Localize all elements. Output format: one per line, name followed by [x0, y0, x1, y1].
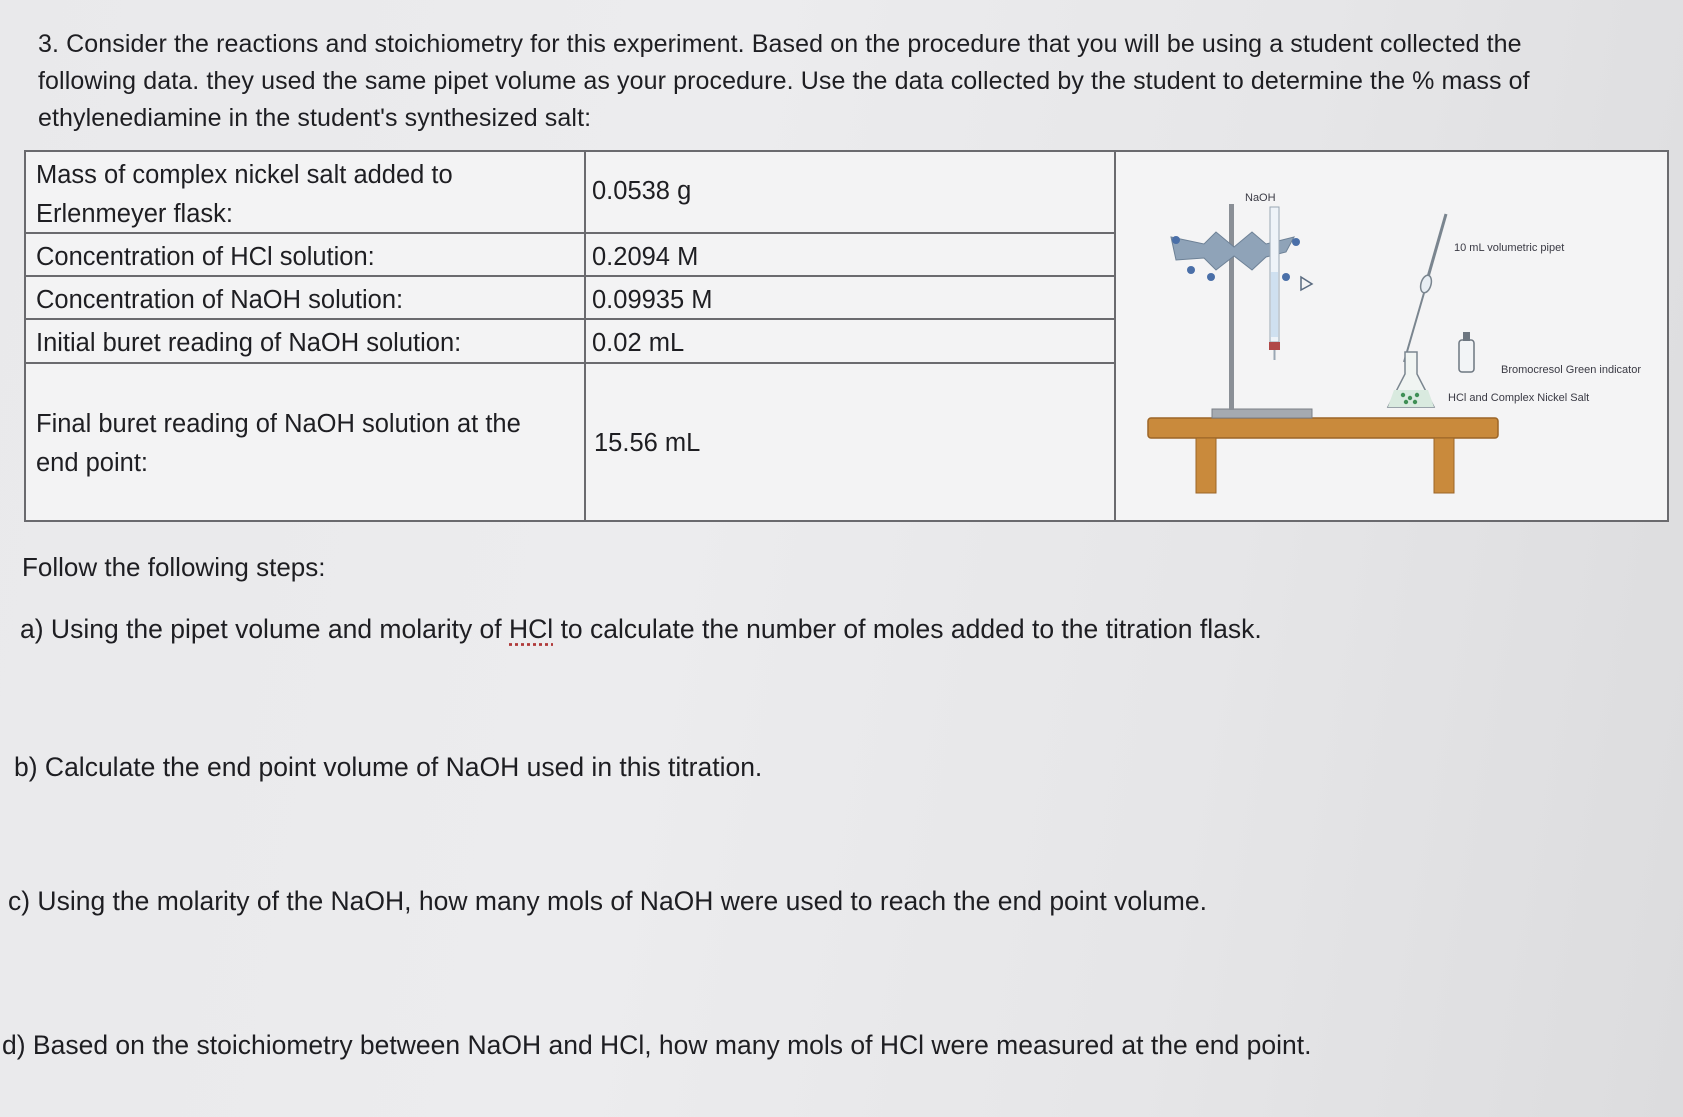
table-cell-label: Initial buret reading of NaOH solution:: [26, 320, 584, 364]
question-line-1: 3. Consider the reactions and stoichiometry for this experiment. Based on the procedure that you will be using a student collected the: [38, 30, 1522, 58]
pipet-stem: [1428, 214, 1446, 277]
indicator-cap: [1463, 332, 1470, 341]
step-c: c) Using the molarity of the NaOH, how many mols of NaOH were used to reach the end point volume.: [8, 886, 1207, 916]
table-cell-value: 15.56 mL: [594, 429, 701, 458]
question-text: [38, 26, 1628, 137]
stand-base: [1212, 409, 1312, 418]
step-a-text: to calculate the number of moles added to the titration flask.: [553, 614, 1262, 644]
table-cell-value: 0.09935 M: [586, 277, 1114, 320]
salt-particle: [1401, 393, 1405, 397]
label-line: Final buret reading of NaOH solution at the: [36, 410, 521, 438]
bench-leg: [1196, 438, 1216, 493]
table-cell-label: [26, 364, 584, 520]
question-line-3: ethylenediamine in the student's synthesized salt:: [38, 104, 592, 132]
value-column: [586, 152, 1116, 520]
titration-illustration: [1116, 152, 1667, 520]
flask-label: HCl and Complex Nickel Salt: [1448, 392, 1590, 404]
table-cell-value: 0.2094 M: [586, 234, 1114, 277]
label-line: end point:: [36, 449, 149, 477]
salt-particle: [1413, 400, 1417, 404]
clamp-knob: [1282, 273, 1290, 281]
salt-particle: [1408, 396, 1412, 400]
clamp-knob: [1292, 238, 1300, 246]
clamp-knob: [1172, 236, 1180, 244]
indicator-bottle: [1459, 340, 1474, 372]
table-cell-value: 0.0538 g: [586, 152, 1114, 234]
table-cell-value: 0.02 mL: [586, 320, 1114, 364]
table-cell-label: [26, 152, 584, 234]
pipet-bulb: [1419, 274, 1434, 294]
steps-intro: Follow the following steps:: [22, 552, 326, 582]
label-line: Mass of complex nickel salt added to: [36, 161, 453, 189]
indicator-label: Bromocresol Green indicator: [1501, 364, 1642, 376]
play-icon: [1301, 277, 1312, 290]
salt-particle: [1415, 393, 1419, 397]
step-a-hcl: HCl: [509, 614, 554, 644]
step-b: b) Calculate the end point volume of NaOH used in this titration.: [14, 752, 763, 782]
bench-leg: [1434, 438, 1454, 493]
step-a-text: a) Using the pipet volume and molarity of: [20, 614, 510, 644]
label-column: [26, 152, 586, 520]
salt-particle: [1404, 400, 1408, 404]
question-line-2: following data. they used the same pipet volume as your procedure. Use the data collected by the student to determine the % mass of: [38, 67, 1530, 95]
buret-liquid: [1271, 272, 1278, 337]
data-table: [24, 150, 1669, 522]
buret-stopcock: [1269, 342, 1280, 350]
table-cell-label: Concentration of NaOH solution:: [26, 277, 584, 320]
label-line: Erlenmeyer flask:: [36, 200, 233, 228]
stand-rod: [1229, 204, 1234, 410]
table-cell-label: Concentration of HCl solution:: [26, 234, 584, 277]
pipet-label: 10 mL volumetric pipet: [1454, 242, 1565, 254]
step-d: d) Based on the stoichiometry between NaOH and HCl, how many mols of HCl were measured at the end point.: [2, 1030, 1312, 1060]
clamp-knob: [1187, 266, 1195, 274]
step-a: [20, 614, 1262, 645]
bench-top: [1148, 418, 1498, 438]
naoh-label: NaOH: [1245, 192, 1276, 204]
titration-setup-drawing: [1116, 152, 1667, 520]
clamp-knob: [1207, 273, 1215, 281]
